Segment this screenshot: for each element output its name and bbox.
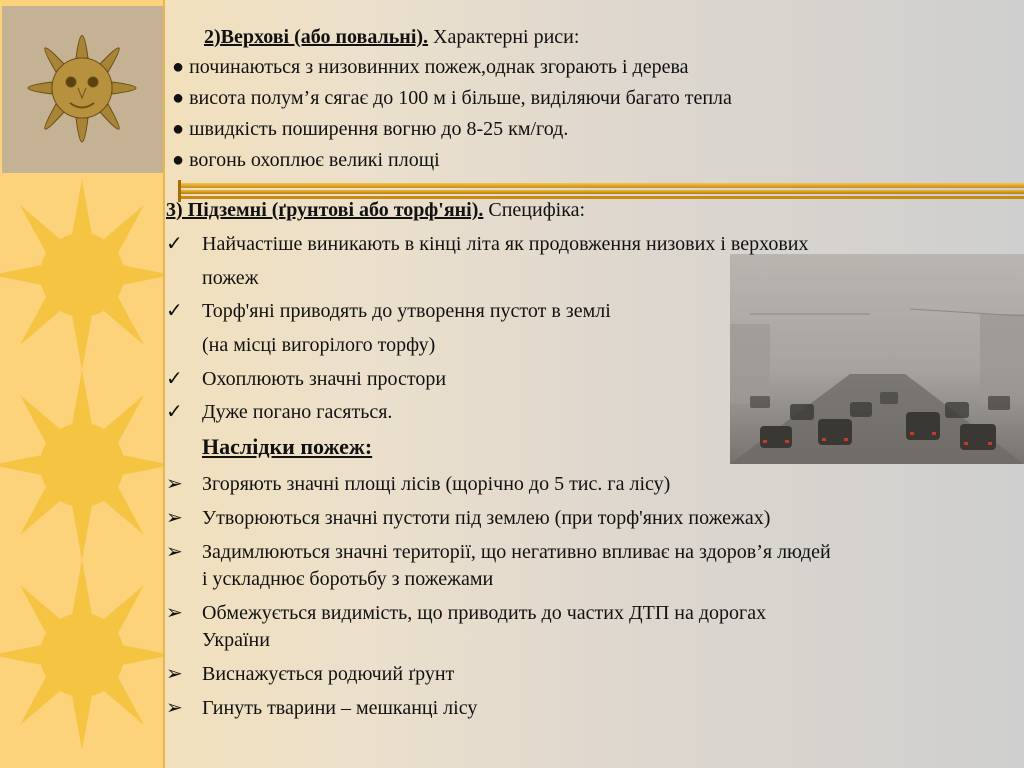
consequence-item: ➢ Обмежується видимість, що приводить до частих ДТП на дорогах (166, 602, 767, 624)
consequence-item: ➢ Згоряють значні площі лісів (щорічно до 5 тис. га лісу) (166, 473, 671, 495)
check-item: ✓ Торф'яні приводять до утворення пустот в землі (166, 300, 611, 322)
section3-heading: 3) Підземні (ґрунтові або торф'яні). Специфіка: (166, 199, 586, 221)
consequence-item: ➢ Гинуть тварини – мешканці лісу (166, 697, 478, 719)
check-item: ✓ Найчастіше виникають в кінці літа як продовження низових і верхових (166, 233, 809, 255)
consequence-item-continuation: України (202, 629, 270, 651)
check-item-continuation: (на місці вигорілого торфу) (202, 334, 436, 356)
consequence-item: ➢ Задимлюються значні території, що негативно впливає на здоров’я людей (166, 541, 831, 563)
consequence-item: ➢ Утворюються значні пустоти під землею (при торф'яних пожежах) (166, 507, 771, 529)
yellow-sun-icon (0, 180, 165, 370)
decorative-sidebar (0, 0, 165, 768)
yellow-sun-icon (0, 370, 165, 560)
sun-face-image (2, 6, 164, 173)
section2-item: ● починаються з низовинних пожеж,однак згорають і дерева (172, 56, 689, 78)
check-item-continuation: пожеж (202, 267, 259, 289)
consequence-item-continuation: і ускладнює боротьбу з пожежами (202, 568, 494, 590)
smog-traffic-photo (730, 254, 1024, 464)
section2-item: ● висота полум’я сягає до 100 м і більше, виділяючи багато тепла (172, 87, 732, 109)
section2-heading: 2)Верхові (або повальні). Характерні риси: (204, 26, 580, 48)
check-item: ✓ Охоплюють значні простори (166, 368, 447, 390)
section2-item: ● вогонь охоплює великі площі (172, 149, 440, 171)
yellow-sun-icon (0, 560, 165, 750)
consequence-item: ➢ Виснажується родючий ґрунт (166, 663, 455, 685)
section2-item: ● швидкість поширення вогню до 8-25 км/год. (172, 118, 569, 140)
check-item: ✓ Дуже погано гасяться. (166, 401, 393, 423)
consequences-heading: Наслідки пожеж: (202, 434, 373, 459)
